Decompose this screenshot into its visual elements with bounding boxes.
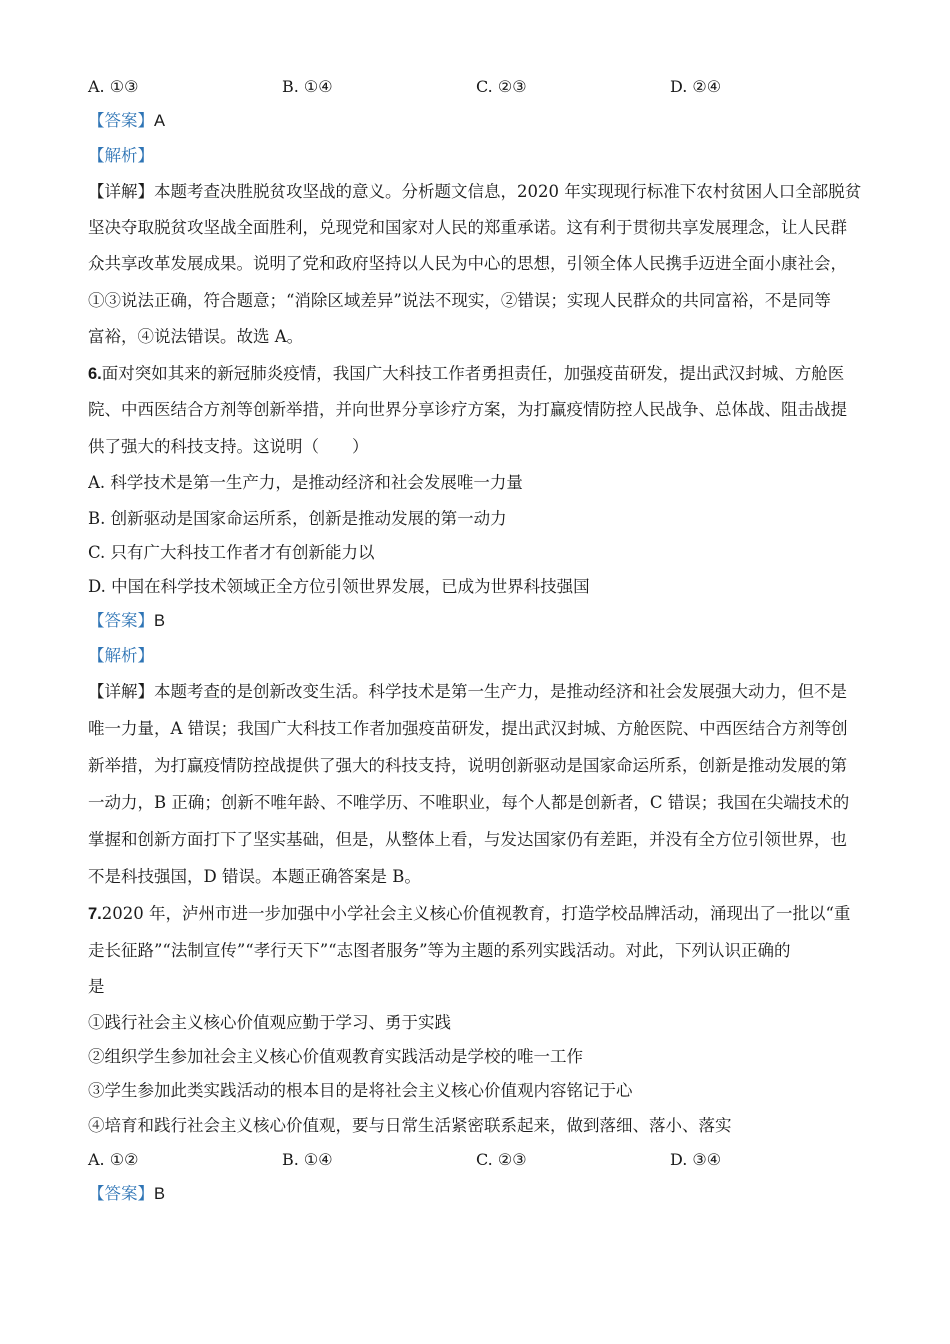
q6-detail-line-2: 唯一力量，A 错误；我国广大科技工作者加强疫苗研发，提出武汉封城、方舱医院、中西医结合方剂等创 [88,719,848,738]
q6-option-a: A. 科学技术是第一生产力，是推动经济和社会发展唯一力量 [88,473,523,492]
answer-value: B [154,612,166,630]
q5-option-d: D. ②④ [670,77,722,96]
question-number: 6. [88,365,102,383]
q6-option-b: B. 创新驱动是国家命运所系，创新是推动发展的第一动力 [88,509,507,528]
q6-detail-line-3: 新举措，为打赢疫情防控战提供了强大的科技支持，说明创新驱动是国家命运所系，创新是推动发展的第 [88,756,847,775]
q6-detail-line-4: 一动力，B 正确；创新不唯年龄、不唯学历、不唯职业，每个人都是创新者，C 错误；我国在尖端技术的 [88,793,850,812]
answer-tag: 【答案】 [88,111,154,130]
q6-option-c: C. 只有广大科技工作者才有创新能力以 [88,543,375,562]
q7-statement-3: ③学生参加此类实践活动的根本目的是将社会主义核心价值观内容铭记于心 [88,1081,633,1100]
q6-detail-line-5: 掌握和创新方面打下了坚实基础，但是，从整体上看，与发达国家仍有差距，并没有全方位引领世界，也 [88,830,847,849]
q7-stem-line-3: 是 [88,977,105,996]
q6-stem-line-1 [88,364,863,384]
detail-text: 本题考查决胜脱贫攻坚战的意义。分析题文信息，2020 年实现现行标准下农村贫困人口全部脱贫 [154,182,862,201]
q6-analysis-tag: 【解析】 [88,646,154,665]
detail-tag: 【详解】 [88,682,154,701]
q7-option-c: C. ②③ [476,1150,527,1169]
q6-detail-line-6: 不是科技强国，D 错误。本题正确答案是 B。 [88,867,421,886]
q5-option-a: A. ①③ [88,77,139,96]
answer-tag: 【答案】 [88,611,154,630]
q7-options [88,1150,863,1170]
answer-tag: 【答案】 [88,1184,154,1203]
question-text: 2020 年，泸州市进一步加强中小学社会主义核心价值视教育，打造学校品牌活动，涌现出了一批以“重 [101,904,851,923]
detail-tag: 【详解】 [88,182,154,201]
q7-statement-1: ①践行社会主义核心价值观应勤于学习、勇于实践 [88,1013,451,1032]
q5-option-b: B. ①④ [282,77,333,96]
q7-statement-2: ②组织学生参加社会主义核心价值观教育实践活动是学校的唯一工作 [88,1047,583,1066]
question-text: 面对突如其来的新冠肺炎疫情，我国广大科技工作者勇担责任，加强疫苗研发，提出武汉封城、方舱医 [101,364,845,383]
question-number: 7. [88,905,102,923]
detail-text: 本题考查的是创新改变生活。科学技术是第一生产力，是推动经济和社会发展强大动力，但不是 [154,682,847,701]
q5-answer [88,111,863,131]
q6-detail-line-1 [88,682,863,702]
q5-option-c: C. ②③ [476,77,527,96]
q5-analysis-tag: 【解析】 [88,146,154,165]
q5-detail-line-4: ①③说法正确，符合题意；“消除区域差异”说法不现实，②错误；实现人民群众的共同富裕，不是同等 [88,291,831,310]
answer-value: B [154,1185,166,1203]
q7-option-d: D. ③④ [670,1150,722,1169]
q7-statement-4: ④培育和践行社会主义核心价值观，要与日常生活紧密联系起来，做到落细、落小、落实 [88,1116,732,1135]
answer-value: A [154,112,166,130]
q6-option-d: D. 中国在科学技术领域正全方位引领世界发展，已成为世界科技强国 [88,577,590,596]
q5-detail-line-1 [88,182,863,202]
q7-stem-line-2: 走长征路”“法制宣传”“孝行天下”“志图者服务”等为主题的系列实践活动。对此，下列认识正确的 [88,941,791,960]
q6-stem-line-3: 供了强大的科技支持。这说明（ ） [88,437,369,456]
q5-options [88,77,863,97]
q5-detail-line-2: 坚决夺取脱贫攻坚战全面胜利，兑现党和国家对人民的郑重承诺。这有利于贯彻共享发展理念，让人民群 [88,218,847,237]
q5-detail-line-3: 众共享改革发展成果。说明了党和政府坚持以人民为中心的思想，引领全体人民携手迈进全面小康社会， [88,254,847,273]
q7-stem-line-1 [88,904,863,924]
q7-option-a: A. ①② [88,1150,139,1169]
q7-option-b: B. ①④ [282,1150,333,1169]
q6-answer [88,611,863,631]
q7-answer [88,1184,863,1204]
q6-stem-line-2: 院、中西医结合方剂等创新举措，并向世界分享诊疗方案，为打赢疫情防控人民战争、总体战、阻击战提 [88,400,847,419]
q5-detail-line-5: 富裕，④说法错误。故选 A。 [88,327,304,346]
